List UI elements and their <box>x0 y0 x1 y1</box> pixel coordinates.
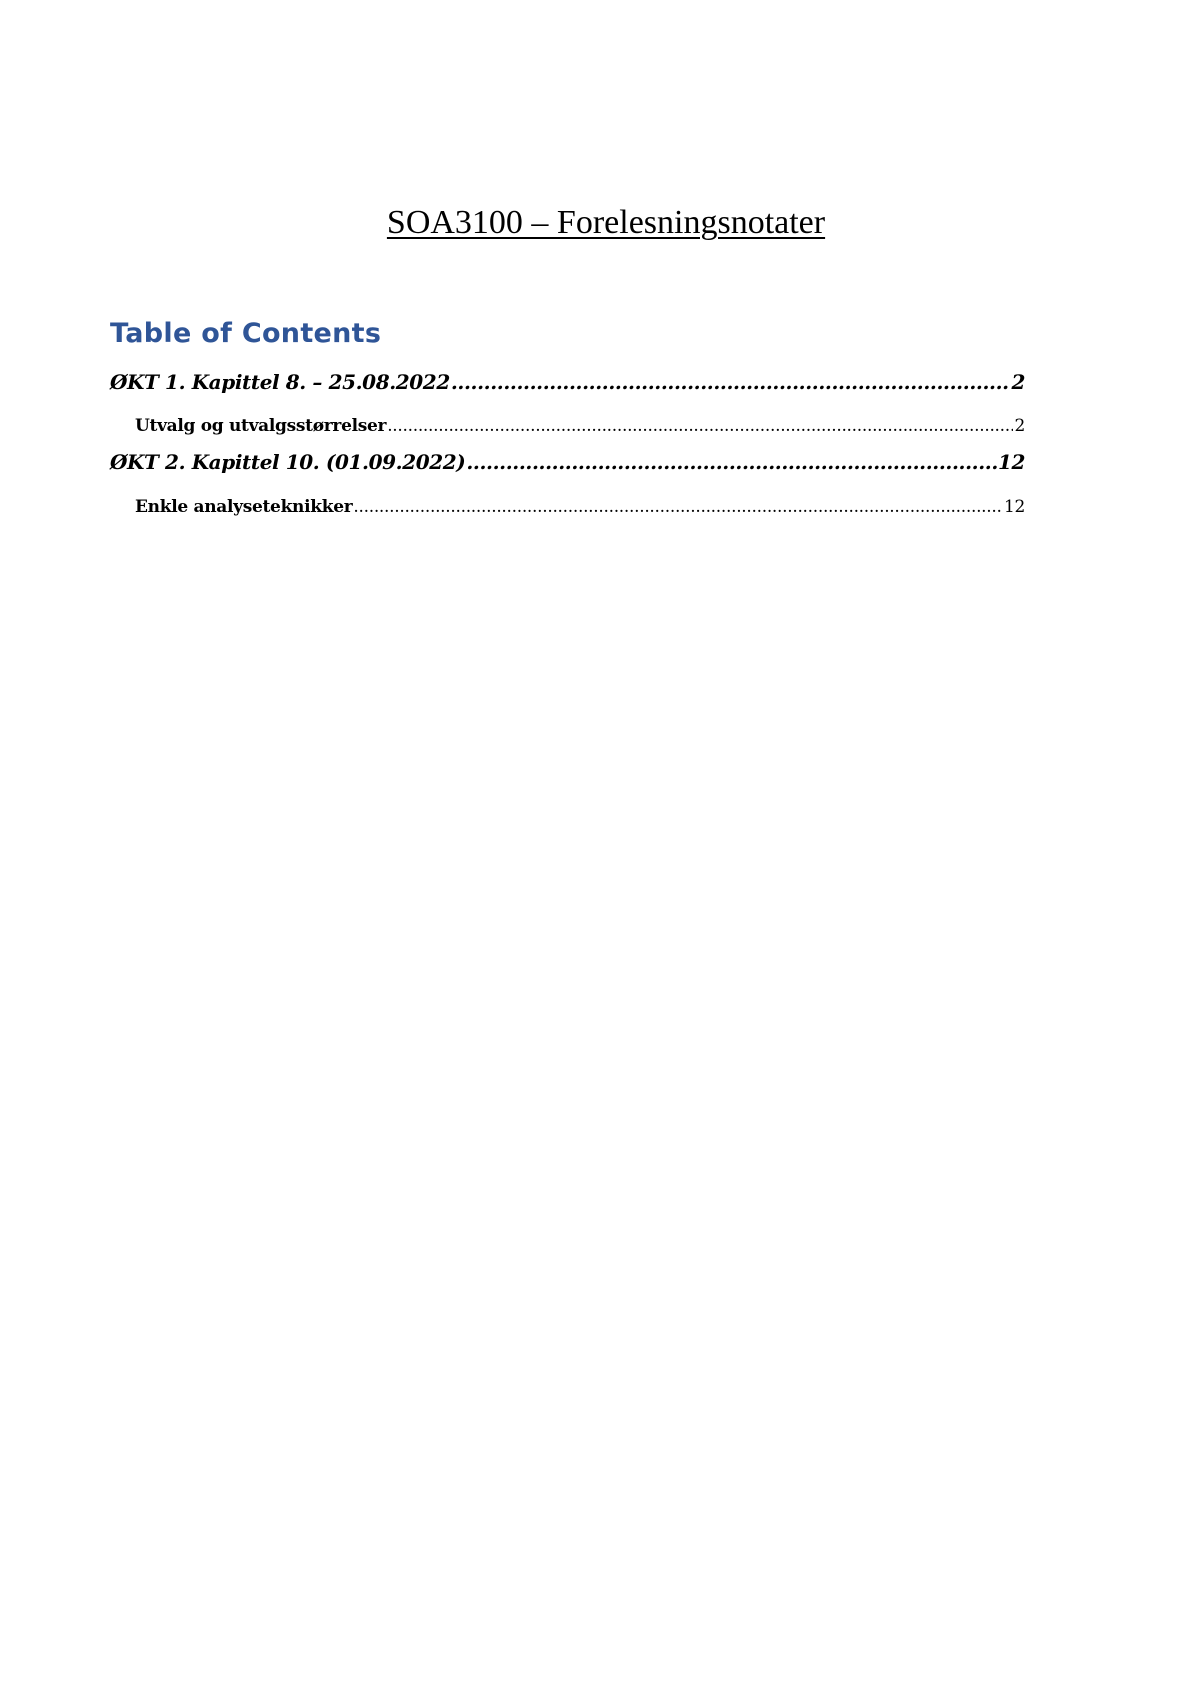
toc-entry-utvalg[interactable] <box>135 416 1025 436</box>
document-title: SOA3100 – Forelesningsnotater <box>386 204 826 241</box>
toc-page-number: 12 <box>997 450 1025 474</box>
toc-page-number: 12 <box>1003 497 1025 517</box>
toc-entry-text: Enkle analyseteknikker <box>135 497 353 517</box>
toc-dot-leader <box>466 450 997 474</box>
toc-dot-leader <box>387 416 1013 436</box>
toc-page-number: 2 <box>1011 370 1025 394</box>
toc-dot-leader <box>451 370 1011 394</box>
toc-heading: Table of Contents <box>110 318 382 349</box>
toc-entry-okt-1[interactable] <box>110 370 1025 394</box>
toc-entry-text: Utvalg og utvalgsstørrelser <box>135 416 387 436</box>
toc-entry-enkle-analyseteknikker[interactable] <box>135 497 1025 517</box>
toc-entry-text: ØKT 2. Kapittel 10. (01.09.2022) <box>110 450 466 474</box>
toc-page-number: 2 <box>1014 416 1025 436</box>
toc-dot-leader <box>353 497 1003 517</box>
toc-entry-text: ØKT 1. Kapittel 8. – 25.08.2022 <box>110 370 450 394</box>
toc-entry-okt-2[interactable] <box>110 450 1025 474</box>
